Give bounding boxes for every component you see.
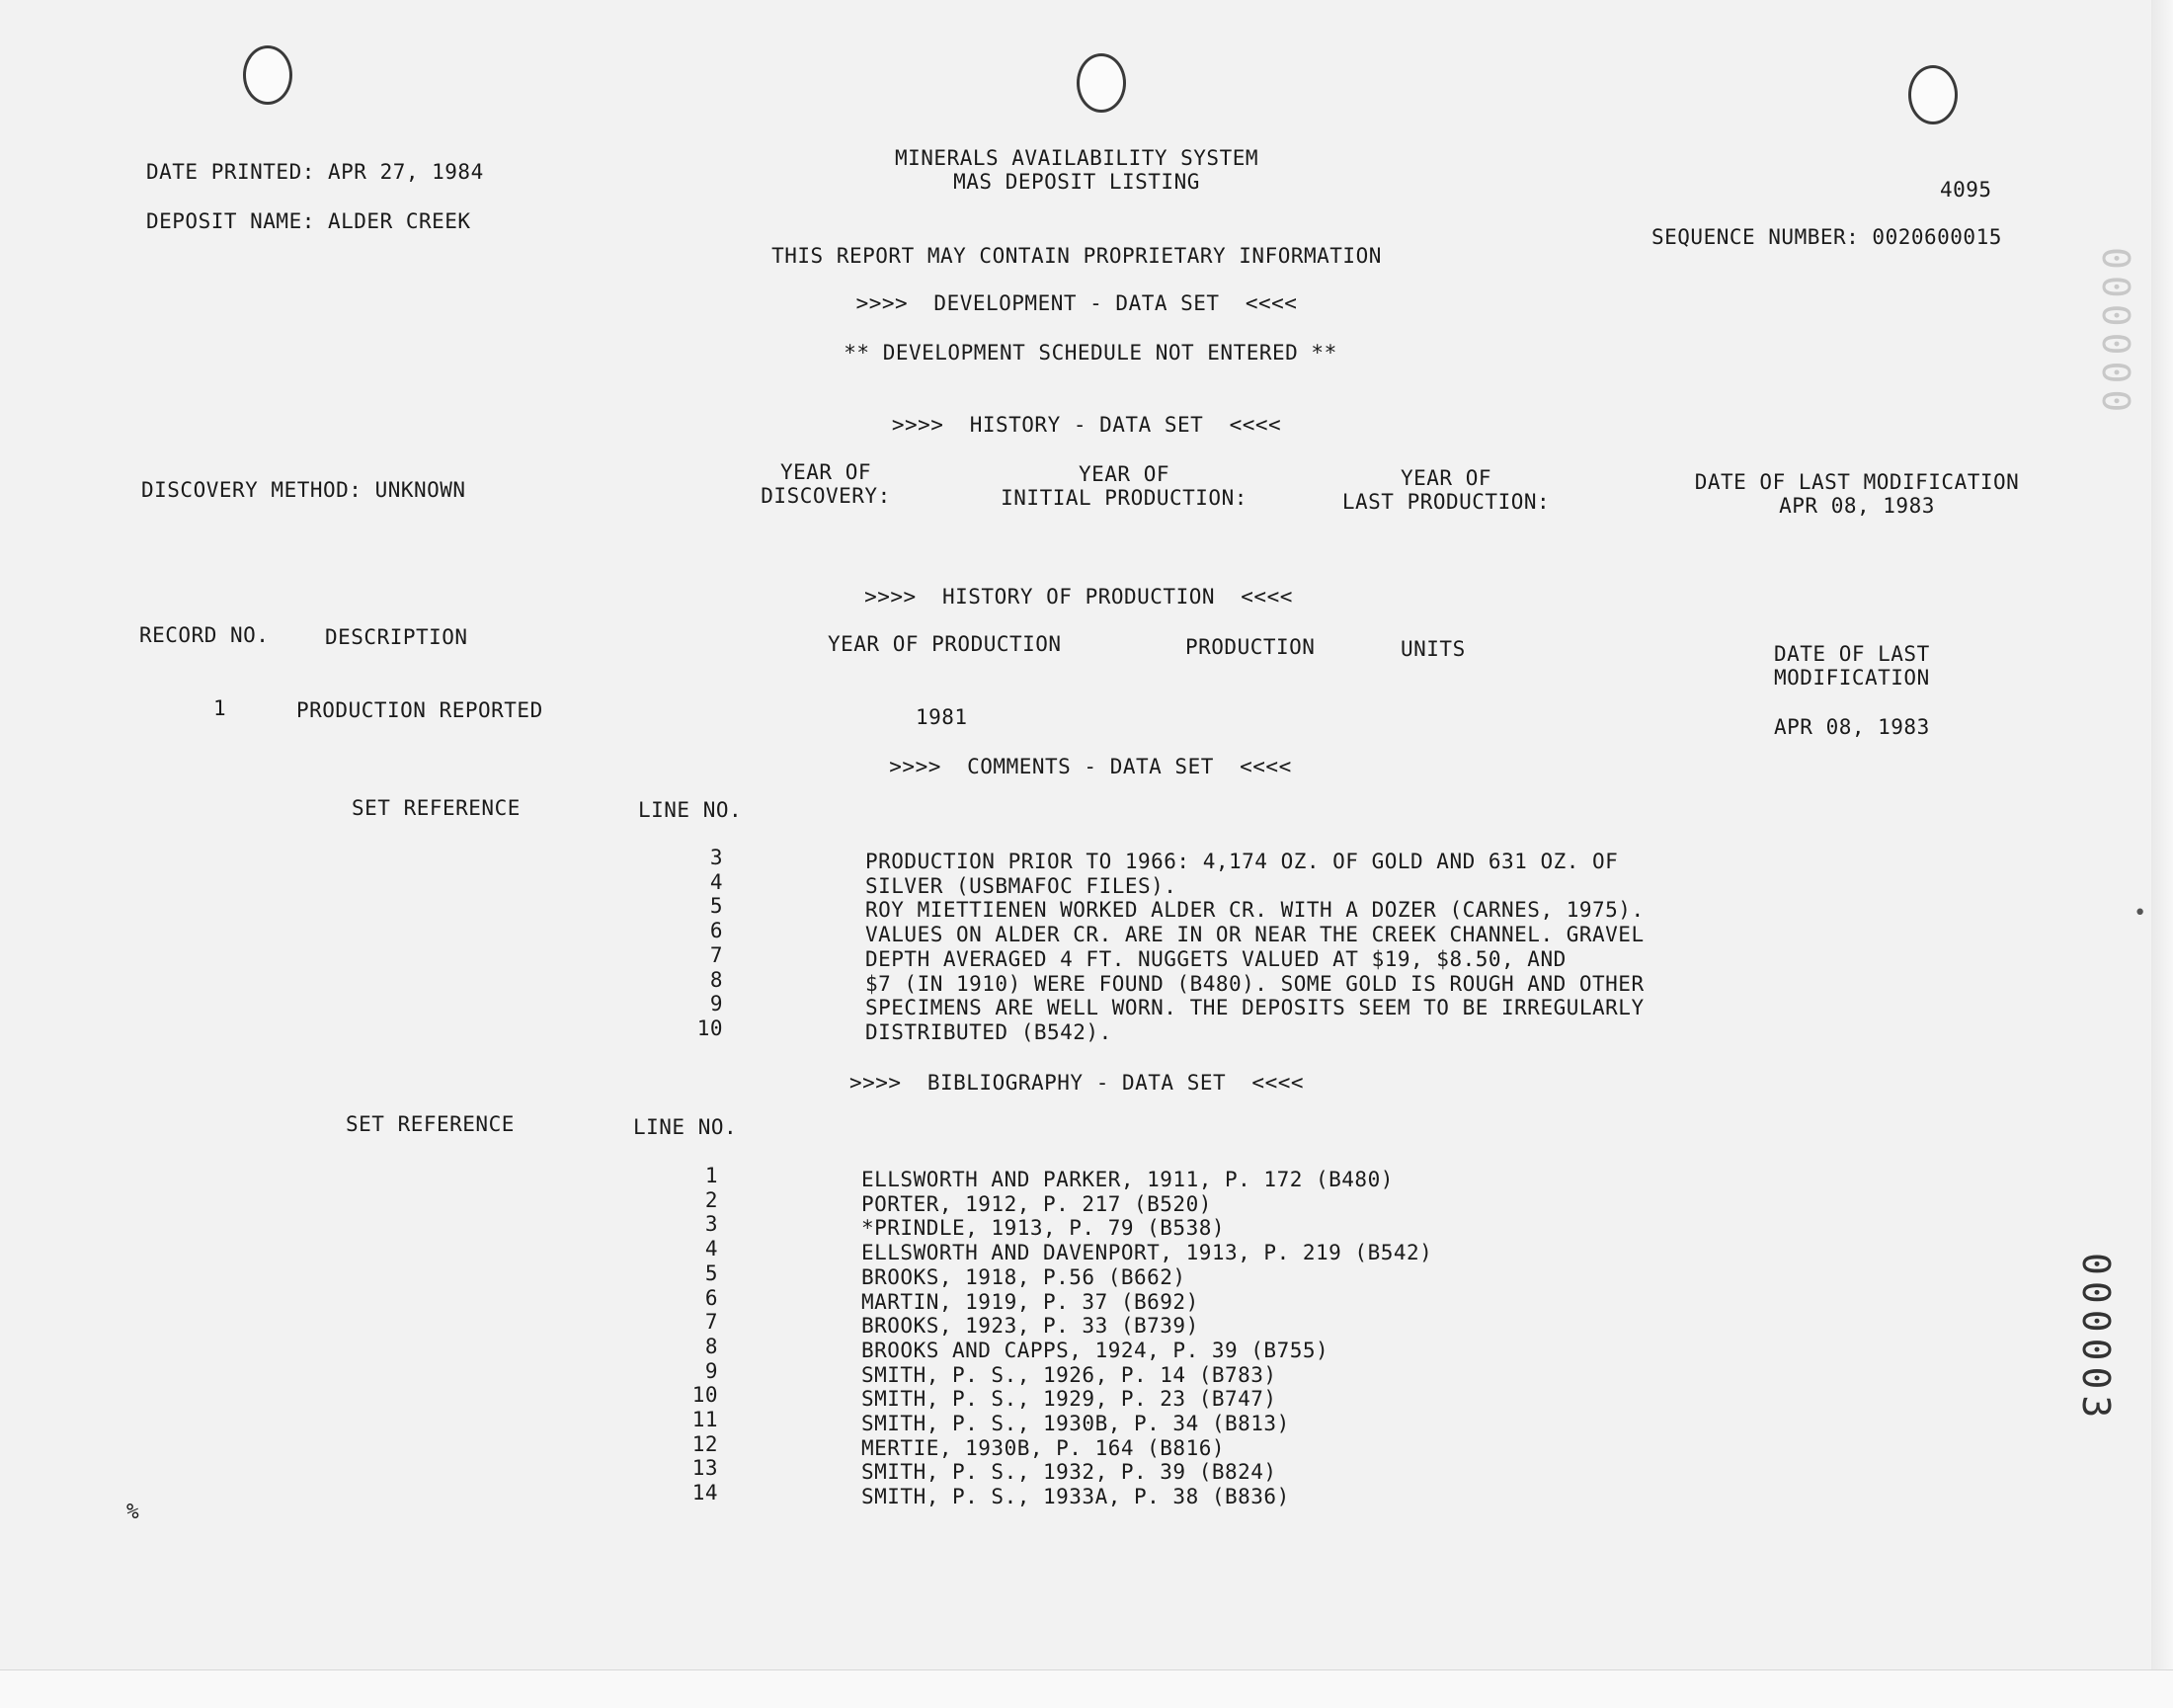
year-of-initial-production: YEAR OF INITIAL PRODUCTION:	[1001, 462, 1247, 510]
bibliography-line-number: 6	[704, 1285, 718, 1310]
bibliography-line-number: 8	[704, 1334, 718, 1358]
comments-line-text: SPECIMENS ARE WELL WORN. THE DEPOSITS SEEM TO BE IRREGULARLY	[865, 996, 1645, 1020]
col-last-modification: DATE OF LAST MODIFICATION	[1774, 642, 1930, 690]
dot-mark: •	[2133, 901, 2147, 926]
history-last-modification: DATE OF LAST MODIFICATION APR 08, 1983	[1694, 470, 2020, 518]
production-heading: >>>> HISTORY OF PRODUCTION <<<<	[864, 585, 1293, 609]
page-number: 4095	[1940, 178, 1992, 202]
col-year-of-production: YEAR OF PRODUCTION	[828, 632, 1062, 656]
comments-line-text: DEPTH AVERAGED 4 FT. NUGGETS VALUED AT $19, $8.50, AND	[865, 946, 1567, 971]
comments-line-text: ROY MIETTIENEN WORKED ALDER CR. WITH A DOZER (CARNES, 1975).	[865, 898, 1645, 923]
bibliography-line-number: 9	[704, 1358, 718, 1383]
comments-line-number: 4	[709, 869, 723, 894]
system-title: MINERALS AVAILABILITY SYSTEM	[894, 146, 1259, 170]
comments-line-number: 6	[709, 919, 723, 943]
bibliography-line-text: MERTIE, 1930B, P. 164 (B816)	[861, 1435, 1226, 1460]
development-note: ** DEVELOPMENT SCHEDULE NOT ENTERED **	[844, 341, 1337, 365]
deposit-name: DEPOSIT NAME: ALDER CREEK	[146, 209, 471, 233]
col-description: DESCRIPTION	[325, 625, 468, 649]
production-year: 1981	[916, 705, 968, 729]
year-of-last-production: YEAR OF LAST PRODUCTION:	[1341, 466, 1551, 514]
page-edge-bottom	[0, 1669, 2173, 1708]
col-production: PRODUCTION	[1185, 635, 1316, 659]
bibliography-line-number: 10	[691, 1383, 718, 1408]
comments-line-text: PRODUCTION PRIOR TO 1966: 4,174 OZ. OF GOLD AND 631 OZ. OF	[865, 850, 1619, 873]
comments-line-number: 3	[709, 846, 723, 869]
bibliography-line-number: 14	[691, 1481, 718, 1505]
comments-heading: >>>> COMMENTS - DATA SET <<<<	[889, 755, 1292, 778]
comments-line-text: VALUES ON ALDER CR. ARE IN OR NEAR THE CREEK CHANNEL. GRAVEL	[865, 923, 1645, 947]
comments-line-number: 9	[709, 992, 723, 1017]
comments-line-number: 8	[709, 967, 723, 992]
bibliography-line-text: PORTER, 1912, P. 217 (B520)	[861, 1191, 1212, 1216]
bibliography-line-text: SMITH, P. S., 1930B, P. 34 (B813)	[861, 1412, 1290, 1435]
page-edge-right	[2151, 0, 2173, 1707]
production-record-no: 1	[213, 696, 227, 720]
bibliography-line-number: 11	[691, 1408, 718, 1431]
bibliography-line-text: SMITH, P. S., 1932, P. 39 (B824)	[861, 1460, 1277, 1485]
comments-line-number: 7	[709, 942, 723, 967]
punch-hole-left	[243, 45, 292, 105]
proprietary-notice: THIS REPORT MAY CONTAIN PROPRIETARY INFORMATION	[771, 244, 1382, 268]
punch-hole-right	[1908, 65, 1958, 124]
col-units: UNITS	[1401, 637, 1466, 661]
date-printed: DATE PRINTED: APR 27, 1984	[146, 160, 484, 184]
bibliography-line-text: BROOKS, 1918, P.56 (B662)	[861, 1264, 1186, 1289]
history-heading: >>>> HISTORY - DATA SET <<<<	[891, 413, 1282, 437]
discovery-method: DISCOVERY METHOD: UNKNOWN	[141, 478, 466, 502]
bibliography-line-number: 13	[691, 1456, 718, 1481]
comments-line-text: $7 (IN 1910) WERE FOUND (B480). SOME GOLD IS ROUGH AND OTHER	[865, 971, 1645, 996]
bibliography-line-text: ELLSWORTH AND DAVENPORT, 1913, P. 219 (B542)	[861, 1241, 1433, 1265]
stamp-number: 000003	[2074, 1253, 2118, 1424]
bibliography-heading: >>>> BIBLIOGRAPHY - DATA SET <<<<	[848, 1071, 1305, 1095]
bibliography-line-text: SMITH, P. S., 1926, P. 14 (B783)	[861, 1362, 1277, 1387]
bibliography-line-text: BROOKS AND CAPPS, 1924, P. 39 (B755)	[861, 1338, 1329, 1362]
development-heading: >>>> DEVELOPMENT - DATA SET <<<<	[855, 291, 1298, 315]
bibliography-line-text: ELLSWORTH AND PARKER, 1911, P. 172 (B480)	[861, 1168, 1394, 1191]
bibliography-line-number: 3	[704, 1212, 718, 1237]
punch-hole-center	[1077, 53, 1126, 113]
bibliography-line-number: 7	[704, 1310, 718, 1335]
year-of-discovery: YEAR OF DISCOVERY:	[761, 460, 891, 508]
production-last-modification: APR 08, 1983	[1774, 715, 1930, 739]
bibliography-line-text: *PRINDLE, 1913, P. 79 (B538)	[861, 1216, 1226, 1241]
bibliography-col-set-reference: SET REFERENCE	[346, 1112, 515, 1136]
bibliography-line-number: 5	[704, 1261, 718, 1285]
bibliography-line-number: 4	[704, 1237, 718, 1261]
production-description: PRODUCTION REPORTED	[296, 698, 543, 722]
comments-line-text: SILVER (USBMAFOC FILES).	[865, 873, 1177, 898]
stamp-faint: 000000	[2094, 247, 2137, 419]
bibliography-line-text: SMITH, P. S., 1929, P. 23 (B747)	[861, 1387, 1277, 1412]
listing-title: MAS DEPOSIT LISTING	[953, 170, 1200, 194]
bibliography-line-number: 1	[704, 1164, 718, 1187]
footer-percent-mark: %	[126, 1500, 140, 1523]
comments-col-line-no: LINE NO.	[638, 798, 743, 822]
comments-line-number: 5	[709, 894, 723, 919]
comments-line-number: 10	[696, 1016, 723, 1040]
bibliography-line-text: MARTIN, 1919, P. 37 (B692)	[861, 1289, 1199, 1314]
bibliography-line-text: BROOKS, 1923, P. 33 (B739)	[861, 1314, 1199, 1339]
comments-line-text: DISTRIBUTED (B542).	[865, 1019, 1112, 1044]
sequence-number: SEQUENCE NUMBER: 0020600015	[1651, 225, 2002, 249]
bibliography-line-number: 12	[691, 1431, 718, 1456]
comments-col-set-reference: SET REFERENCE	[352, 796, 521, 820]
bibliography-line-text: SMITH, P. S., 1933A, P. 38 (B836)	[861, 1485, 1290, 1509]
col-record-no: RECORD NO.	[139, 623, 270, 647]
bibliography-col-line-no: LINE NO.	[633, 1115, 738, 1139]
bibliography-line-number: 2	[704, 1187, 718, 1212]
